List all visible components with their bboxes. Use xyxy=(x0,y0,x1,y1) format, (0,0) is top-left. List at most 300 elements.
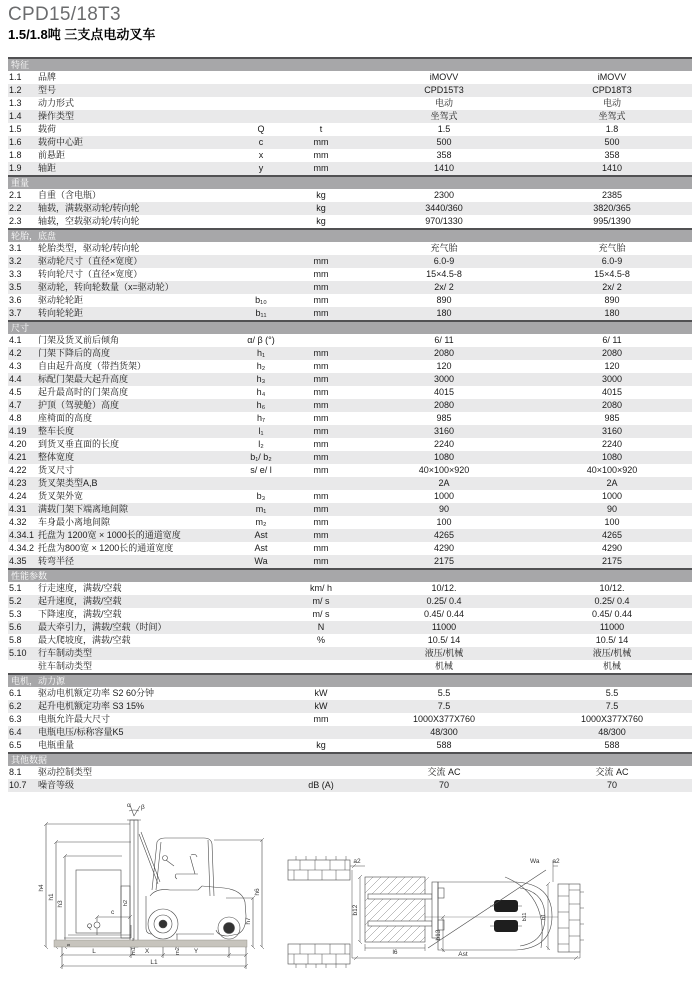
cell-v2: 40×100×920 xyxy=(586,465,638,475)
cell-sym xyxy=(236,84,286,97)
cell-no: 1.1 xyxy=(9,72,22,82)
cell-unit: mm xyxy=(313,465,329,475)
cell-unit: m/ s xyxy=(312,609,330,619)
dim-label-b11: b11 xyxy=(522,912,528,922)
cell-unit: mm xyxy=(313,387,329,397)
cell-no: 4.31 xyxy=(9,504,27,514)
cell-v2: 机械 xyxy=(602,661,621,671)
cell-v2: 6/ 11 xyxy=(602,335,622,345)
cell-name: 品牌 xyxy=(38,72,57,82)
cell-sym xyxy=(236,595,286,608)
cell-unit: mm xyxy=(313,374,329,384)
cell-v2: 4015 xyxy=(601,387,623,397)
cell-name: 自重（含电瓶） xyxy=(38,190,102,200)
cell-name: 门架下降后的高度 xyxy=(38,348,111,358)
dim-label-b1: b1 xyxy=(541,913,547,921)
cell-name: 下降速度，满载/空载 xyxy=(38,609,122,619)
cell-name: 车身最小离地间隙 xyxy=(38,517,111,527)
spec-row xyxy=(8,399,692,412)
cell-unit: mm xyxy=(313,714,329,724)
cell-sym xyxy=(236,647,286,660)
cell-no: 1.4 xyxy=(9,111,22,121)
cell-v2: 985 xyxy=(604,413,620,423)
cell-unit: kg xyxy=(316,203,326,213)
cell-v1: 2080 xyxy=(433,400,455,410)
cell-name: 噪音等级 xyxy=(38,780,75,790)
cell-sym: c xyxy=(258,137,264,147)
cell-v1: 970/1330 xyxy=(425,216,463,226)
cell-no: 2.1 xyxy=(9,190,22,200)
cell-no: 1.6 xyxy=(9,137,22,147)
spec-row xyxy=(8,425,692,438)
spec-row xyxy=(8,334,692,347)
cell-v2: 3160 xyxy=(601,426,623,436)
cell-v1: 985 xyxy=(436,413,452,423)
cell-sym: h₄ xyxy=(256,387,266,397)
cell-v2: 10/12. xyxy=(599,583,625,593)
cell-v2: 电动 xyxy=(602,98,621,108)
cell-sym: Wa xyxy=(254,556,268,566)
spec-row xyxy=(8,687,692,700)
cell-name: 门架及货叉前后倾角 xyxy=(38,335,120,345)
spec-row xyxy=(8,123,692,136)
page-title: CPD15/18T3 xyxy=(8,4,121,25)
cell-v2: 500 xyxy=(604,137,620,147)
cell-v2: 4290 xyxy=(601,543,623,553)
cell-v1: 4290 xyxy=(433,543,455,553)
cell-name: 转向轮尺寸（直径×宽度） xyxy=(38,269,143,279)
cell-v2: iMOVV xyxy=(597,72,627,82)
cell-name: 载荷 xyxy=(38,124,57,134)
cell-sym xyxy=(236,779,286,792)
cell-name: 驱动电机额定功率 S2 60分钟 xyxy=(38,688,155,698)
spec-row xyxy=(8,542,692,555)
cell-no: 5.1 xyxy=(9,583,22,593)
cell-name: 轴距 xyxy=(38,163,57,173)
cell-unit: kg xyxy=(316,190,326,200)
spec-row xyxy=(8,634,692,647)
cell-unit: mm xyxy=(313,137,329,147)
spec-row xyxy=(8,412,692,425)
spec-row xyxy=(8,739,692,752)
cell-v2: 995/1390 xyxy=(593,216,631,226)
cell-sym xyxy=(236,242,286,255)
cell-v2: 588 xyxy=(604,740,620,750)
spec-row xyxy=(8,477,692,490)
cell-v1: 500 xyxy=(436,137,452,147)
cell-v2: 3820/365 xyxy=(593,203,631,213)
cell-no: 6.1 xyxy=(9,688,22,698)
cell-no: 3.1 xyxy=(9,243,22,253)
dim-label-c: c xyxy=(111,909,115,916)
section-header: 特征 xyxy=(8,57,692,71)
cell-unit xyxy=(286,97,356,110)
cell-no: 3.5 xyxy=(9,282,22,292)
cell-unit: mm xyxy=(313,256,329,266)
cell-name: 行车制动类型 xyxy=(38,648,93,658)
cell-v1: 120 xyxy=(436,361,452,371)
cell-unit: mm xyxy=(313,439,329,449)
cell-v1: 358 xyxy=(436,150,452,160)
drawing-canvas xyxy=(8,800,692,990)
cell-v1: 电动 xyxy=(434,98,453,108)
cell-v1: 2240 xyxy=(433,439,455,449)
cell-no: 6.3 xyxy=(9,714,22,724)
cell-sym: b₃ xyxy=(256,491,266,501)
cell-name: 转弯半径 xyxy=(38,556,75,566)
spec-row xyxy=(8,110,692,123)
cell-v2: 液压/机械 xyxy=(592,648,632,658)
cell-v2: 1.8 xyxy=(605,124,619,134)
cell-unit: dB (A) xyxy=(308,780,334,790)
spec-row xyxy=(8,766,692,779)
cell-no: 4.20 xyxy=(9,439,27,449)
cell-unit: mm xyxy=(313,491,329,501)
cell-unit: kW xyxy=(314,701,328,711)
cell-name: 最大爬坡度，满载/空载 xyxy=(38,635,131,645)
cell-no: 4.8 xyxy=(9,413,22,423)
cell-no: 4.34.1 xyxy=(9,530,35,540)
top-view-labels xyxy=(352,858,560,958)
dim-label-h4: h4 xyxy=(38,884,45,892)
cell-sym xyxy=(236,687,286,700)
cell-sym xyxy=(236,189,286,202)
cell-name: 最大牵引力，满载/空载（时间） xyxy=(38,622,167,632)
cell-name: 型号 xyxy=(38,85,57,95)
section-header: 重量 xyxy=(8,175,692,189)
cell-v2: 890 xyxy=(604,295,620,305)
spec-row xyxy=(8,490,692,503)
cell-no: 4.19 xyxy=(9,426,27,436)
cell-name: 驱动控制类型 xyxy=(38,767,93,777)
cell-v1: 7.5 xyxy=(437,701,451,711)
spec-row xyxy=(8,71,692,84)
spec-row xyxy=(8,582,692,595)
cell-name: 货叉尺寸 xyxy=(38,465,75,475)
cell-v1: 15×4.5-8 xyxy=(426,269,462,279)
cell-unit xyxy=(286,477,356,490)
cell-unit: mm xyxy=(313,426,329,436)
cell-v2: 10.5/ 14 xyxy=(595,635,629,645)
alpha-label: α xyxy=(127,802,131,809)
dim-label-l6: l6 xyxy=(392,949,398,956)
cell-v1: 1080 xyxy=(433,452,455,462)
cell-sym xyxy=(236,268,286,281)
cell-v1: 3440/360 xyxy=(425,203,463,213)
cell-sym: b₁/ b₂ xyxy=(250,452,272,462)
cell-name: 标配门架最大起升高度 xyxy=(38,374,129,384)
cell-name: 满载门架下端离地间隙 xyxy=(38,504,129,514)
dim-label-a2-left: a2 xyxy=(353,858,361,865)
cell-name: 电瓶重量 xyxy=(38,740,75,750)
spec-row xyxy=(8,660,692,673)
cell-no: 6.4 xyxy=(9,727,22,737)
spec-row xyxy=(8,608,692,621)
cell-name: 托盘为 1200宽 × 1000长的通道宽度 xyxy=(38,530,181,540)
spec-row xyxy=(8,713,692,726)
cell-unit: mm xyxy=(313,348,329,358)
dim-label-x: X xyxy=(144,948,150,955)
cell-unit: kg xyxy=(316,740,326,750)
page-subtitle: 1.5/1.8吨 三支点电动叉车 xyxy=(8,27,156,42)
spec-row xyxy=(8,149,692,162)
cell-no: 6.5 xyxy=(9,740,22,750)
cell-unit: kg xyxy=(316,216,326,226)
cell-no: 4.35 xyxy=(9,556,27,566)
spec-table xyxy=(8,57,692,792)
cell-v1: 2x/ 2 xyxy=(434,282,454,292)
cell-unit xyxy=(286,660,356,673)
cell-v1: iMOVV xyxy=(429,72,459,82)
cell-no: 5.2 xyxy=(9,596,22,606)
cell-no: 4.22 xyxy=(9,465,27,475)
cell-sym xyxy=(236,766,286,779)
spec-row xyxy=(8,268,692,281)
cell-name: 前悬距 xyxy=(38,150,66,160)
cell-name: 自由起升高度（带挡货架） xyxy=(38,361,147,371)
cell-v2: 100 xyxy=(604,517,620,527)
cell-sym: h₇ xyxy=(256,413,266,423)
cell-no: 4.24 xyxy=(9,491,27,501)
cell-sym: Ast xyxy=(254,543,268,553)
spec-row xyxy=(8,242,692,255)
cell-sym xyxy=(236,621,286,634)
cell-v1: 100 xyxy=(436,517,452,527)
cell-v2: 358 xyxy=(604,150,620,160)
cell-name: 行走速度，满载/空载 xyxy=(38,583,122,593)
cell-unit: mm xyxy=(313,308,329,318)
cell-name: 电瓶允许最大尺寸 xyxy=(38,714,111,724)
cell-v1: 4015 xyxy=(433,387,455,397)
cell-name: 起升最高时的门架高度 xyxy=(38,387,129,397)
cell-name: 货叉架外宽 xyxy=(38,491,84,501)
cell-sym: h₆ xyxy=(256,400,266,410)
cell-v1: 0.25/ 0.4 xyxy=(426,596,462,606)
spec-row xyxy=(8,386,692,399)
cell-sym xyxy=(236,215,286,228)
cell-unit: mm xyxy=(313,452,329,462)
dim-label-m2: m2 xyxy=(175,947,181,955)
dim-label-ast: Ast xyxy=(458,951,468,958)
cell-sym: Q xyxy=(257,124,265,134)
cell-v1: 1.5 xyxy=(437,124,451,134)
dim-label-b12: b12 xyxy=(352,904,359,916)
cell-v1: 588 xyxy=(436,740,452,750)
spec-row xyxy=(8,189,692,202)
cell-no: 1.9 xyxy=(9,163,22,173)
spec-row xyxy=(8,621,692,634)
cell-v1: 交流 AC xyxy=(427,767,461,777)
cell-name: 到货叉垂直面的长度 xyxy=(38,439,120,449)
cell-unit xyxy=(286,71,356,84)
cell-v1: 2175 xyxy=(433,556,455,566)
cell-no: 4.7 xyxy=(9,400,22,410)
cell-v1: 10/12. xyxy=(431,583,457,593)
cell-unit: mm xyxy=(313,517,329,527)
cell-sym: x xyxy=(258,150,264,160)
cell-unit: mm xyxy=(313,282,329,292)
cell-no: 4.32 xyxy=(9,517,27,527)
cell-no: 1.5 xyxy=(9,124,22,134)
cell-v2: 1000 xyxy=(601,491,623,501)
spec-row xyxy=(8,215,692,228)
spec-row xyxy=(8,503,692,516)
cell-v1: 2300 xyxy=(433,190,455,200)
cell-v1: 3160 xyxy=(433,426,455,436)
cell-v2: 180 xyxy=(604,308,620,318)
cell-unit: mm xyxy=(313,530,329,540)
cell-v2: 3000 xyxy=(601,374,623,384)
beta-label: β xyxy=(141,804,145,811)
cell-no: 2.2 xyxy=(9,203,22,213)
cell-v1: CPD15T3 xyxy=(424,85,464,95)
cell-v2: 充气胎 xyxy=(598,243,626,253)
load-q-label: Q xyxy=(87,923,93,930)
cell-v2: 2175 xyxy=(601,556,623,566)
cell-no: 5.8 xyxy=(9,635,22,645)
dim-label-h7: h7 xyxy=(245,917,252,925)
cell-no xyxy=(8,660,38,673)
cell-v1: 机械 xyxy=(434,661,453,671)
dim-label-h1: h1 xyxy=(48,893,55,901)
spec-row xyxy=(8,255,692,268)
cell-unit: % xyxy=(316,635,325,645)
cell-name: 整体宽度 xyxy=(38,452,75,462)
cell-unit xyxy=(286,766,356,779)
section-header: 电机，动力源 xyxy=(8,673,692,687)
cell-name: 电瓶电压/标称容量K5 xyxy=(38,727,124,737)
cell-unit: kW xyxy=(314,688,328,698)
cell-v1: 6/ 11 xyxy=(434,335,454,345)
cell-no: 1.3 xyxy=(9,98,22,108)
cell-unit: mm xyxy=(313,504,329,514)
cell-unit: m/ s xyxy=(312,596,330,606)
cell-v2: 1410 xyxy=(601,163,623,173)
cell-name: 托盘为800宽 × 1200长的通道宽度 xyxy=(38,543,174,553)
cell-sym: b₁₀ xyxy=(255,295,267,305)
cell-v1: 1000X377X760 xyxy=(412,714,476,724)
cell-sym xyxy=(236,582,286,595)
cell-v2: 2080 xyxy=(601,348,623,358)
cell-sym xyxy=(236,202,286,215)
cell-sym: b₁₁ xyxy=(255,308,267,318)
cell-no: 1.2 xyxy=(9,85,22,95)
cell-v1: 1000 xyxy=(433,491,455,501)
cell-sym: α/ β (°) xyxy=(247,335,275,345)
cell-v1: 坐驾式 xyxy=(430,111,458,121)
cell-name: 操作类型 xyxy=(38,111,75,121)
cell-name: 轴载，空载驱动轮/转向轮 xyxy=(38,216,140,226)
cell-sym xyxy=(236,634,286,647)
cell-v2: 6.0-9 xyxy=(601,256,623,266)
spec-row xyxy=(8,162,692,175)
cell-sym xyxy=(236,700,286,713)
cell-sym: m₂ xyxy=(255,517,267,527)
spec-row xyxy=(8,307,692,320)
technical-drawings xyxy=(8,800,692,995)
cell-name: 轴载，满载驱动轮/转向轮 xyxy=(38,203,140,213)
dim-label-a2-right: a2 xyxy=(552,858,560,865)
cell-name: 驱动轮，转向轮数量（x=驱动轮） xyxy=(38,282,174,292)
dim-label-h3: h3 xyxy=(57,900,64,908)
cell-sym xyxy=(236,281,286,294)
cell-v1: 0.45/ 0.44 xyxy=(423,609,465,619)
section-header: 尺寸 xyxy=(8,320,692,334)
cell-v2: 2240 xyxy=(601,439,623,449)
cell-name: 起升速度，满载/空载 xyxy=(38,596,122,606)
cell-v1: 90 xyxy=(438,504,449,514)
dim-label-s: s xyxy=(66,943,72,947)
cell-v1: 6.0-9 xyxy=(433,256,455,266)
cell-unit xyxy=(286,726,356,739)
spec-row xyxy=(8,438,692,451)
cell-v1: 液压/机械 xyxy=(424,648,464,658)
cell-name: 座椅面的高度 xyxy=(38,413,93,423)
cell-v2: 7.5 xyxy=(605,701,619,711)
cell-unit: km/ h xyxy=(309,583,332,593)
cell-v1: 2A xyxy=(438,478,450,488)
cell-v2: 2A xyxy=(606,478,618,488)
spec-row xyxy=(8,555,692,568)
cell-no: 4.4 xyxy=(9,374,22,384)
cell-unit: mm xyxy=(313,269,329,279)
cell-no: 4.21 xyxy=(9,452,27,462)
cell-sym xyxy=(236,713,286,726)
cell-sym: l₂ xyxy=(258,439,264,449)
side-view-drawing xyxy=(44,805,264,969)
cell-v2: 1080 xyxy=(601,452,623,462)
dim-label-l: L xyxy=(92,948,96,955)
spec-row xyxy=(8,451,692,464)
cell-sym: h₁ xyxy=(256,348,266,358)
cell-v2: 48/300 xyxy=(598,727,626,737)
spec-row xyxy=(8,700,692,713)
spec-row xyxy=(8,294,692,307)
cell-v2: CPD18T3 xyxy=(592,85,632,95)
spec-row xyxy=(8,516,692,529)
cell-v1: 3000 xyxy=(433,374,455,384)
cell-v2: 0.25/ 0.4 xyxy=(594,596,630,606)
cell-sym xyxy=(236,97,286,110)
cell-sym xyxy=(236,739,286,752)
spec-row xyxy=(8,347,692,360)
cell-no: 4.1 xyxy=(9,335,22,345)
cell-sym: l₁ xyxy=(258,426,264,436)
cell-sym xyxy=(236,660,286,673)
cell-v2: 11000 xyxy=(599,622,625,632)
cell-v2: 5.5 xyxy=(605,688,619,698)
cell-v1: 10.5/ 14 xyxy=(427,635,461,645)
cell-unit: mm xyxy=(313,295,329,305)
cell-name: 护顶（驾驶舱）高度 xyxy=(38,400,120,410)
spec-row xyxy=(8,281,692,294)
dim-label-l1: L1 xyxy=(150,959,158,966)
spec-row xyxy=(8,84,692,97)
cell-no: 8.1 xyxy=(9,767,22,777)
cell-v1: 1410 xyxy=(433,163,455,173)
cell-no: 4.23 xyxy=(9,478,27,488)
cell-v2: 70 xyxy=(606,780,617,790)
dim-label-b13: b13 xyxy=(435,929,442,941)
cell-v2: 1000X377X760 xyxy=(580,714,644,724)
cell-sym: y xyxy=(258,163,264,173)
cell-unit xyxy=(286,84,356,97)
cell-name: 货叉架类型A,B xyxy=(38,478,98,488)
cell-no: 5.6 xyxy=(9,622,22,632)
cell-no: 4.34.2 xyxy=(9,543,35,553)
cell-v1: 4265 xyxy=(433,530,455,540)
dim-label-wa: Wa xyxy=(530,858,540,865)
